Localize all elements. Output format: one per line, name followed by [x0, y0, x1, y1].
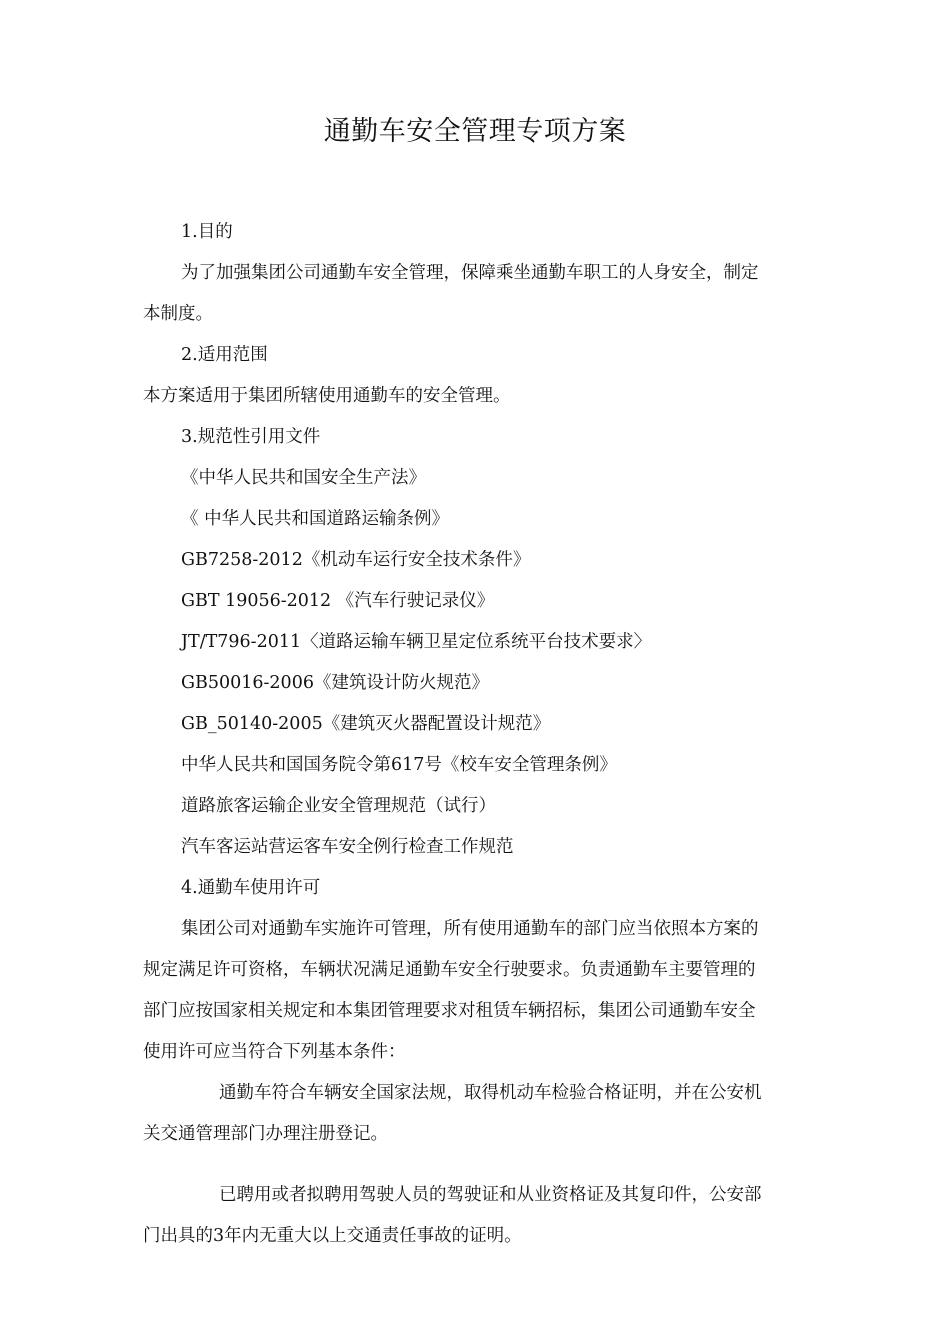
paragraph-line: 本方案适用于集团所辖使用通勤车的安全管理。 [143, 386, 511, 406]
section-heading-scope: 2.适用范围 [181, 345, 268, 365]
section-heading-purpose: 1.目的 [181, 222, 233, 242]
paragraph-line: 集团公司对通勤车实施许可管理，所有使用通勤车的部门应当依照本方案的 [181, 919, 759, 939]
paragraph-line: 本制度。 [143, 304, 213, 324]
reference-item: GB7258-2012《机动车运行安全技术条件》 [181, 550, 531, 570]
reference-item: GBT 19056-2012 《汽车行驶记录仪》 [181, 591, 495, 611]
section-heading-references: 3.规范性引用文件 [181, 427, 321, 447]
document-title: 通勤车安全管理专项方案 [323, 116, 627, 147]
reference-item: 中华人民共和国国务院令第617号《校车安全管理条例》 [181, 755, 617, 775]
reference-item: GB_50140-2005《建筑灭火器配置设计规范》 [181, 714, 551, 734]
paragraph-line: 已聘用或者拟聘用驾驶人员的驾驶证和从业资格证及其复印件，公安部 [219, 1185, 762, 1205]
reference-item: 汽车客运站营运客车安全例行检查工作规范 [181, 837, 514, 857]
reference-item: 《中华人民共和国安全生产法》 [181, 468, 426, 488]
paragraph-line: 通勤车符合车辆安全国家法规，取得机动车检验合格证明，并在公安机 [219, 1083, 762, 1103]
reference-item: 《 中华人民共和国道路运输条例》 [181, 509, 450, 529]
reference-item: JT/T796-2011〈道路运输车辆卫星定位系统平台技术要求〉 [181, 632, 652, 652]
paragraph-line: 使用许可应当符合下列基本条件： [143, 1042, 406, 1062]
paragraph-line: 为了加强集团公司通勤车安全管理，保障乘坐通勤车职工的人身安全，制定 [181, 263, 759, 283]
reference-item: GB50016-2006《建筑设计防火规范》 [181, 673, 489, 693]
document-body [143, 212, 813, 1257]
paragraph-line: 关交通管理部门办理注册登记。 [143, 1124, 388, 1144]
section-heading-permit: 4.通勤车使用许可 [181, 878, 321, 898]
paragraph-line: 规定满足许可资格，车辆状况满足通勤车安全行驶要求。负责通勤车主要管理的 [143, 960, 756, 980]
paragraph-gap [143, 1155, 813, 1175]
paragraph-line: 门出具的3年内无重大以上交通责任事故的证明。 [143, 1226, 522, 1246]
paragraph-line: 部门应按国家相关规定和本集团管理要求对租赁车辆招标，集团公司通勤车安全 [143, 1001, 756, 1021]
reference-item: 道路旅客运输企业安全管理规范（试行） [181, 796, 496, 816]
